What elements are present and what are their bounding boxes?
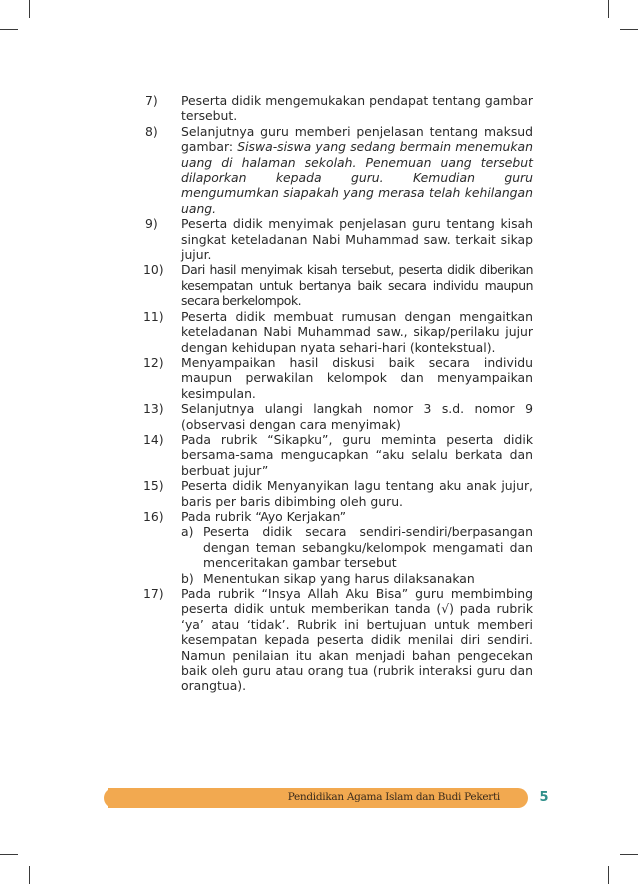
item-number: 7) (145, 93, 158, 108)
item-text: Menyampaikan hasil diskusi baik secara individu maupun perwakilan kelompok dan menyampaikan kesimpulan. (181, 354, 533, 401)
sub-item (181, 524, 533, 570)
crop-mark (0, 854, 18, 855)
item-number: 17) (143, 586, 164, 601)
sub-item-label: a) (181, 524, 194, 540)
sub-item-text: Menentukan sikap yang harus dilaksanakan (203, 570, 475, 586)
page-number: 5 (533, 788, 555, 808)
list-item (143, 262, 533, 308)
item-number: 16) (143, 508, 164, 524)
item-number: 11) (143, 308, 164, 324)
list-item (143, 93, 533, 124)
item-number: 15) (143, 478, 164, 494)
item-text: Peserta didik mengemukakan pendapat tentang gambar tersebut. (181, 93, 533, 124)
item-text: Peserta didik menyimak penjelasan guru tentang kisah singkat keteladanan Nabi Muhammad saw. terkait sikap jujur. (181, 216, 533, 263)
item-number: 12) (143, 354, 164, 370)
sub-item-label: b) (181, 570, 194, 586)
item-number: 14) (143, 431, 164, 447)
sub-item-text: Peserta didik secara sendiri-sendiri/berpasangan dengan teman sebangku/kelompok mengamati dan menceritakan gambar tersebut (203, 524, 533, 571)
crop-mark (608, 0, 609, 18)
item-text: Pada rubrik “Ayo Kerjakan” (181, 508, 347, 524)
sub-item (181, 571, 533, 586)
footer-bar (108, 788, 528, 808)
list-item (143, 586, 533, 694)
list-item (143, 478, 533, 509)
crop-mark (29, 866, 30, 884)
item-number: 9) (145, 216, 158, 232)
step-list (143, 93, 533, 694)
list-item (143, 216, 533, 262)
list-item (143, 124, 533, 216)
list-item (143, 401, 533, 432)
crop-mark (620, 854, 638, 855)
item-number: 8) (145, 123, 158, 139)
crop-mark (608, 866, 609, 884)
item-text: Pada rubrik “Sikapku”, guru meminta peserta didik bersama-sama mengucapkan “aku selalu berkata dan berbuat jujur” (181, 431, 533, 478)
item-text: Dari hasil menyimak kisah tersebut, peserta didik diberikan kesempatan untuk bertanya baik secara individu maupun secara berkelompok. (181, 262, 533, 309)
crop-mark (0, 29, 18, 30)
item-text: Peserta didik Menyanyikan lagu tentang aku anak jujur, baris per baris dibimbing oleh guru. (181, 478, 533, 509)
item-number: 10) (143, 262, 164, 278)
item-text-italic: Siswa-siswa yang sedang bermain menemukan uang di halaman sekolah. Penemuan uang tersebut dilaporkan kepada guru. Kemudian guru mengumumkan siapakah yang merasa telah kehilangan uang. (181, 139, 534, 216)
crop-mark (29, 0, 30, 18)
crop-mark (620, 29, 638, 30)
list-item (143, 509, 533, 586)
list-item (143, 309, 533, 355)
list-item (143, 432, 533, 478)
item-text: Pada rubrik “Insya Allah Aku Bisa” guru membimbing peserta didik untuk memberikan tanda (√) pada rubrik ‘ya’ atau ‘tidak’. Rubrik ini bertujuan untuk memberi kesempatan kepada peserta didik menilai diri sendiri. Namun penilaian itu akan menjadi bahan pengecekan baik oleh guru atau orang tua (rubrik interaksi guru dan orangtua). (181, 586, 533, 694)
item-text: Peserta didik membuat rumusan dengan mengaitkan keteladanan Nabi Muhammad saw., sikap/perilaku jujur dengan kehidupan nyata sehari-hari (kontekstual). (181, 308, 533, 355)
item-number: 13) (143, 401, 164, 417)
list-item (143, 355, 533, 401)
item-text: Selanjutnya ulangi langkah nomor 3 s.d. nomor 9 (observasi dengan cara menyimak) (181, 401, 533, 432)
page-footer (108, 788, 554, 808)
book-title: Pendidikan Agama Islam dan Budi Pekerti (287, 791, 500, 803)
item-text: Selanjutnya guru memberi penjelasan tentang maksud gambar: (181, 123, 533, 155)
